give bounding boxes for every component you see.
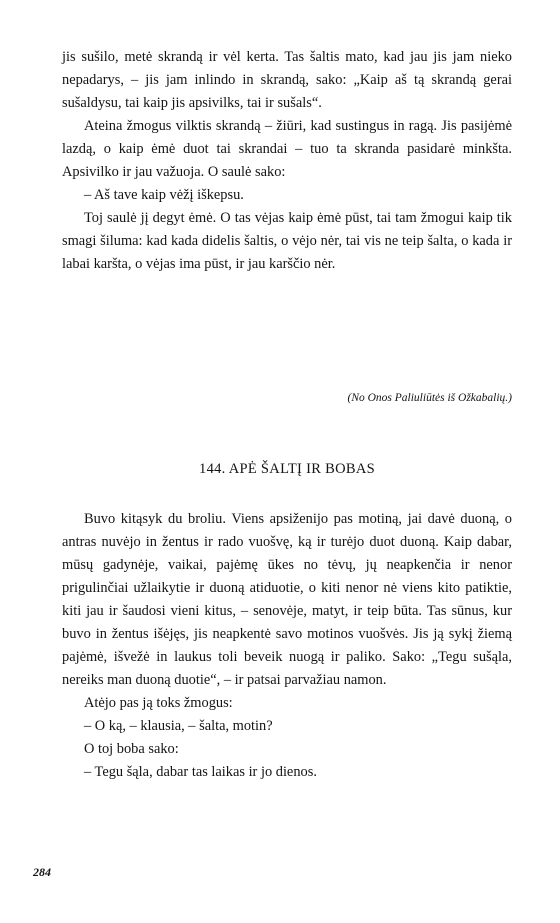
paragraph: O toj boba sako: [84, 741, 179, 757]
paragraph: Ateina žmogus vilktis skrandą – žiūri, kad sustingus in ragą. Jis pasijėmė lazdą, o kaip ėmė duot tai skrandai – tuo ta skranda pasidarė minkšta. Apsivilko ir jau važuoja. O saulė sako: [62, 118, 512, 180]
paragraph: – Aš tave kaip vėžį iškepsu. [84, 187, 244, 203]
paragraph: – Tegu šąla, dabar tas laikas ir jo dienos. [84, 764, 317, 780]
continuation-text [62, 46, 512, 276]
paragraph: Toj saulė jį degyt ėmė. O tas vėjas kaip ėmė pūst, tai tam žmogui kaip tik smagi šiluma: kad kada didelis šaltis, o vėjo nėr, tai vis ne teip šalta, o kada ir labai karšta, o vėjas ima pūst, ir jau karščio nėr. [62, 210, 512, 272]
paragraph: Buvo kitąsyk du broliu. Viens apsiženijo pas motiną, jai davė duoną, o antras nuvėjo in žentus ir rado vuošvę, ką ir turėjo duot duoną. Kaip dabar, mūsų gadynėje, vaikai, pajėmę ūkes no tėvų, jų neapkenčia ir nenor prigulinčiai užlaikytie ir duoną atiduotie, o kiti nenor nė viens kito patiktie, kiti jau ir šaudosi vieni kitus, – senovėje, matyt, ir teip būta. Tas sūnus, kur buvo in žentus išėjęs, jis neapkentė savo motinos vuošvės. Jis ją sykį žiemą pajėmė, išvežė in laukus toli beveik nuogą ir paliko. Sako: „Tegu sušąla, nereiks man duoną duotie“, – ir patsai parvažiau namon. [62, 511, 512, 688]
story-text [62, 508, 512, 784]
story-heading: 144. APĖ ŠALTĮ IR BOBAS [199, 461, 375, 477]
paragraph: jis sušilo, metė skrandą ir vėl kerta. Tas šaltis mato, kad jau jis jam nieko nepadarys, – jis jam inlindo in skrandą, sako: „Kaip aš tą skrandą gerai sušaldysu, tai kaip jis apsivilks, tai ir sušals“. [62, 49, 512, 111]
paragraph: – O ką, – klausia, – šalta, motin? [84, 718, 273, 734]
source-note: (No Onos Paliuliūtės iš Ožkabalių.) [347, 392, 512, 404]
paragraph: Atėjo pas ją toks žmogus: [84, 695, 233, 711]
page-number: 284 [33, 865, 51, 879]
